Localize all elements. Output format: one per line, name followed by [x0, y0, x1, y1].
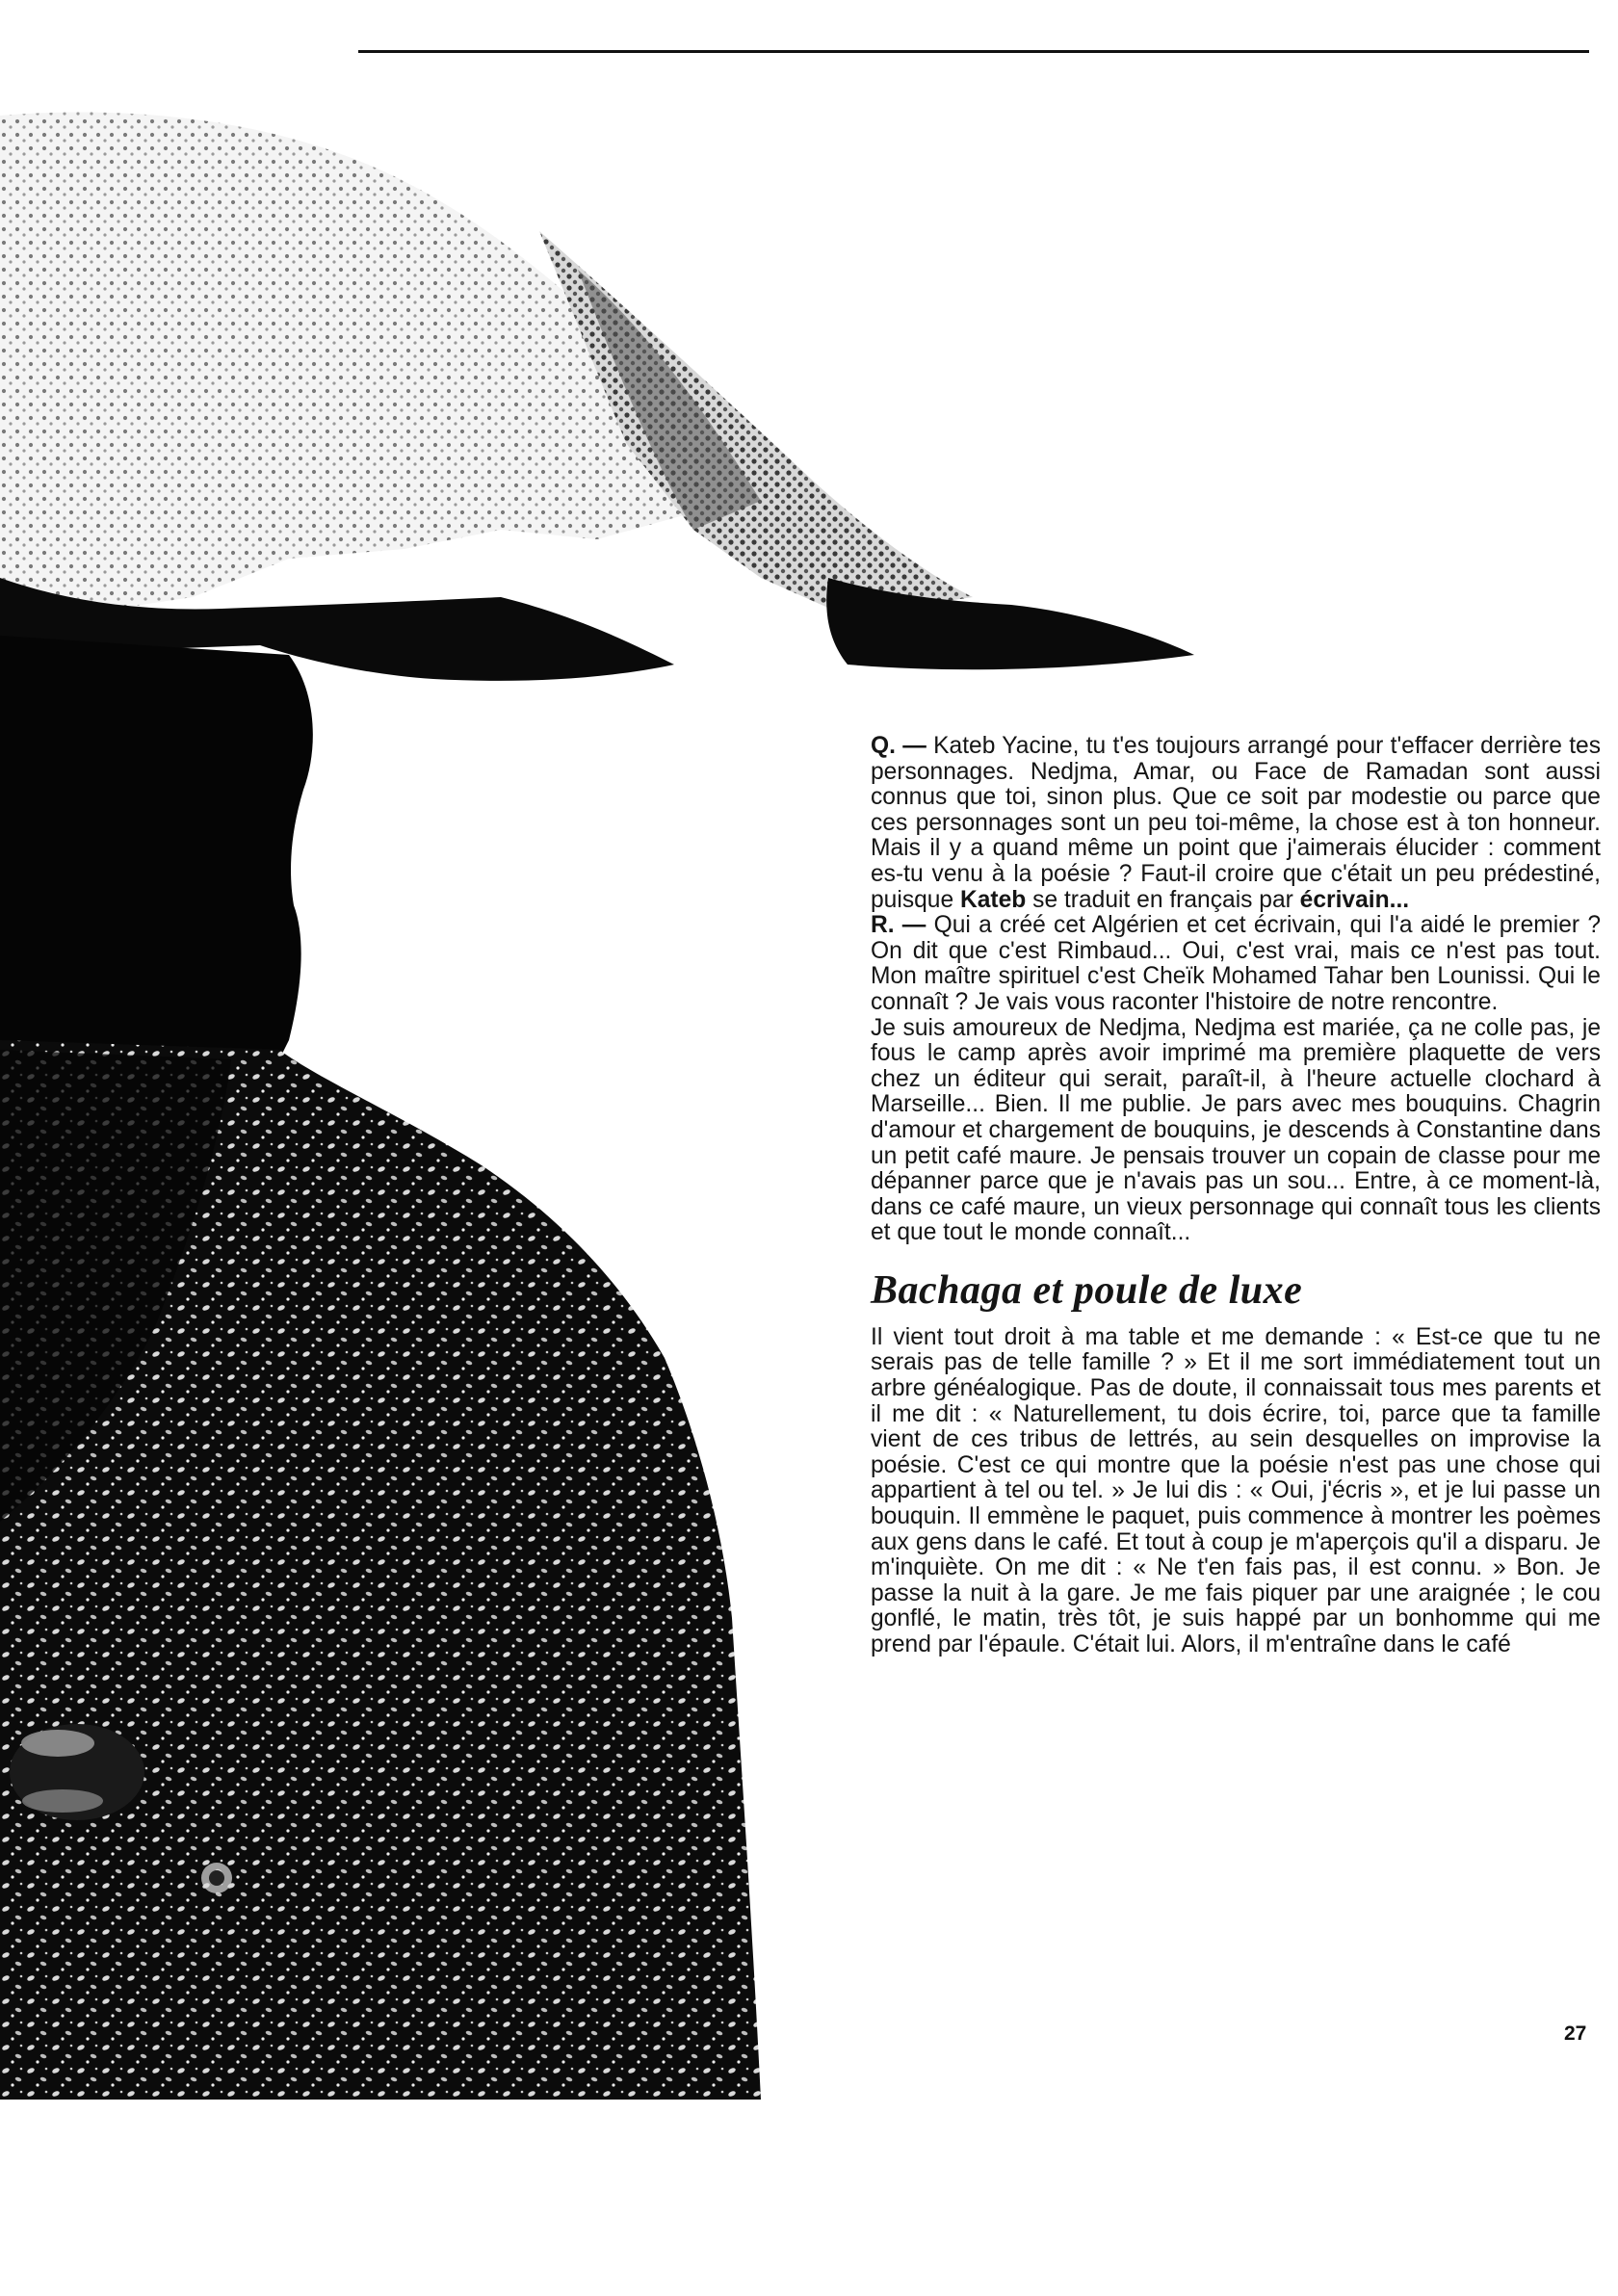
article-text	[871, 734, 1601, 1658]
answer-text: Qui a créé cet Algérien et cet écrivain, qui l'a aidé le premier ? On dit que c'est Rimbaud... Oui, c'est vrai, mais ce n'est pas tout. Mon maître spirituel c'est Cheïk Mohamed Tahar ben Lounissi. Qui le connaît ? Je vais vous raconter l'histoire de notre rencontre.	[871, 912, 1601, 1015]
question-bold-end: écrivain...	[1299, 886, 1410, 913]
page-number: 27	[1564, 2022, 1587, 2045]
answer-paragraph	[871, 913, 1601, 1015]
body-paragraph-2: Je suis amoureux de Nedjma, Nedjma est mariée, ça ne colle pas, je fous le camp après avoir imprimé ma première plaquette de vers chez un éditeur qui serait, paraît-il, à l'heure actuelle clochard à Marseille... Bien. Il me publie. Je pars avec mes bouquins. Chagrin d'amour et chargement de bouquins, je descends à Constantine dans un petit café maure. Je pensais trouver un copain de classe pour me dépanner parce que je n'avais pas un sou... Entre, à ce moment-là, dans ce café maure, un vieux personnage qui connaît tous les clients et que tout le monde connaît...	[871, 1014, 1601, 1246]
umbrella-canopy	[0, 113, 973, 616]
question-marker: Q. —	[871, 733, 926, 759]
answer-marker: R. —	[871, 912, 926, 939]
question-paragraph	[871, 734, 1601, 913]
man-silhouette	[0, 636, 761, 2100]
question-text: Kateb Yacine, tu t'es toujours arrangé pour t'effacer derrière tes personnages. Nedjma, Amar, ou Face de Ramadan sont aussi connus que toi, sinon plus. Que ce soit par modestie ou parce que ces personnages sont un peu toi-même, la chose est à ton honneur. Mais il y a quand même un point que j'aimerais élucider : comment es-tu venu à la poésie ? Faut-il croire que c'était un peu prédestiné, puisque	[871, 733, 1602, 913]
question-text-after: se traduit en français par	[1026, 886, 1300, 913]
section-heading: Bachaga et poule de luxe	[871, 1267, 1303, 1313]
question-bold-word: Kateb	[959, 886, 1027, 913]
body-paragraph-3: Il vient tout droit à ma table et me demande : « Est-ce que tu ne serais pas de telle famille ? » Et il me sort immédiatement tout un arbre généalogique. Pas de doute, il connaissait tous mes parents et il me dit : « Naturellement, tu dois écrire, toi, parce que ta famille vient de ces tribus de lettrés, au sein desquelles on improvise la poésie. C'est ce qui montre que la poésie n'est pas une chose qui appartient à tel ou tel. » Je lui dis : « Oui, j'écris », et je lui passe un bouquin. Il emmène le paquet, puis commence à montrer les poèmes aux gens dans le café. Et tout à coup je m'aperçois qu'il a disparu. Je m'inquiète. On me dit : « Ne t'en fais pas, il est connu. » Bon. Je passe la nuit à la gare. Je me fais piquer par une araignée ; le cou gonflé, le matin, très tôt, je suis happé par un bonhomme qui me prend par l'épaule. C'était lui. Alors, il m'entraîne dans le café	[871, 1323, 1601, 1657]
top-rule	[358, 50, 1589, 53]
